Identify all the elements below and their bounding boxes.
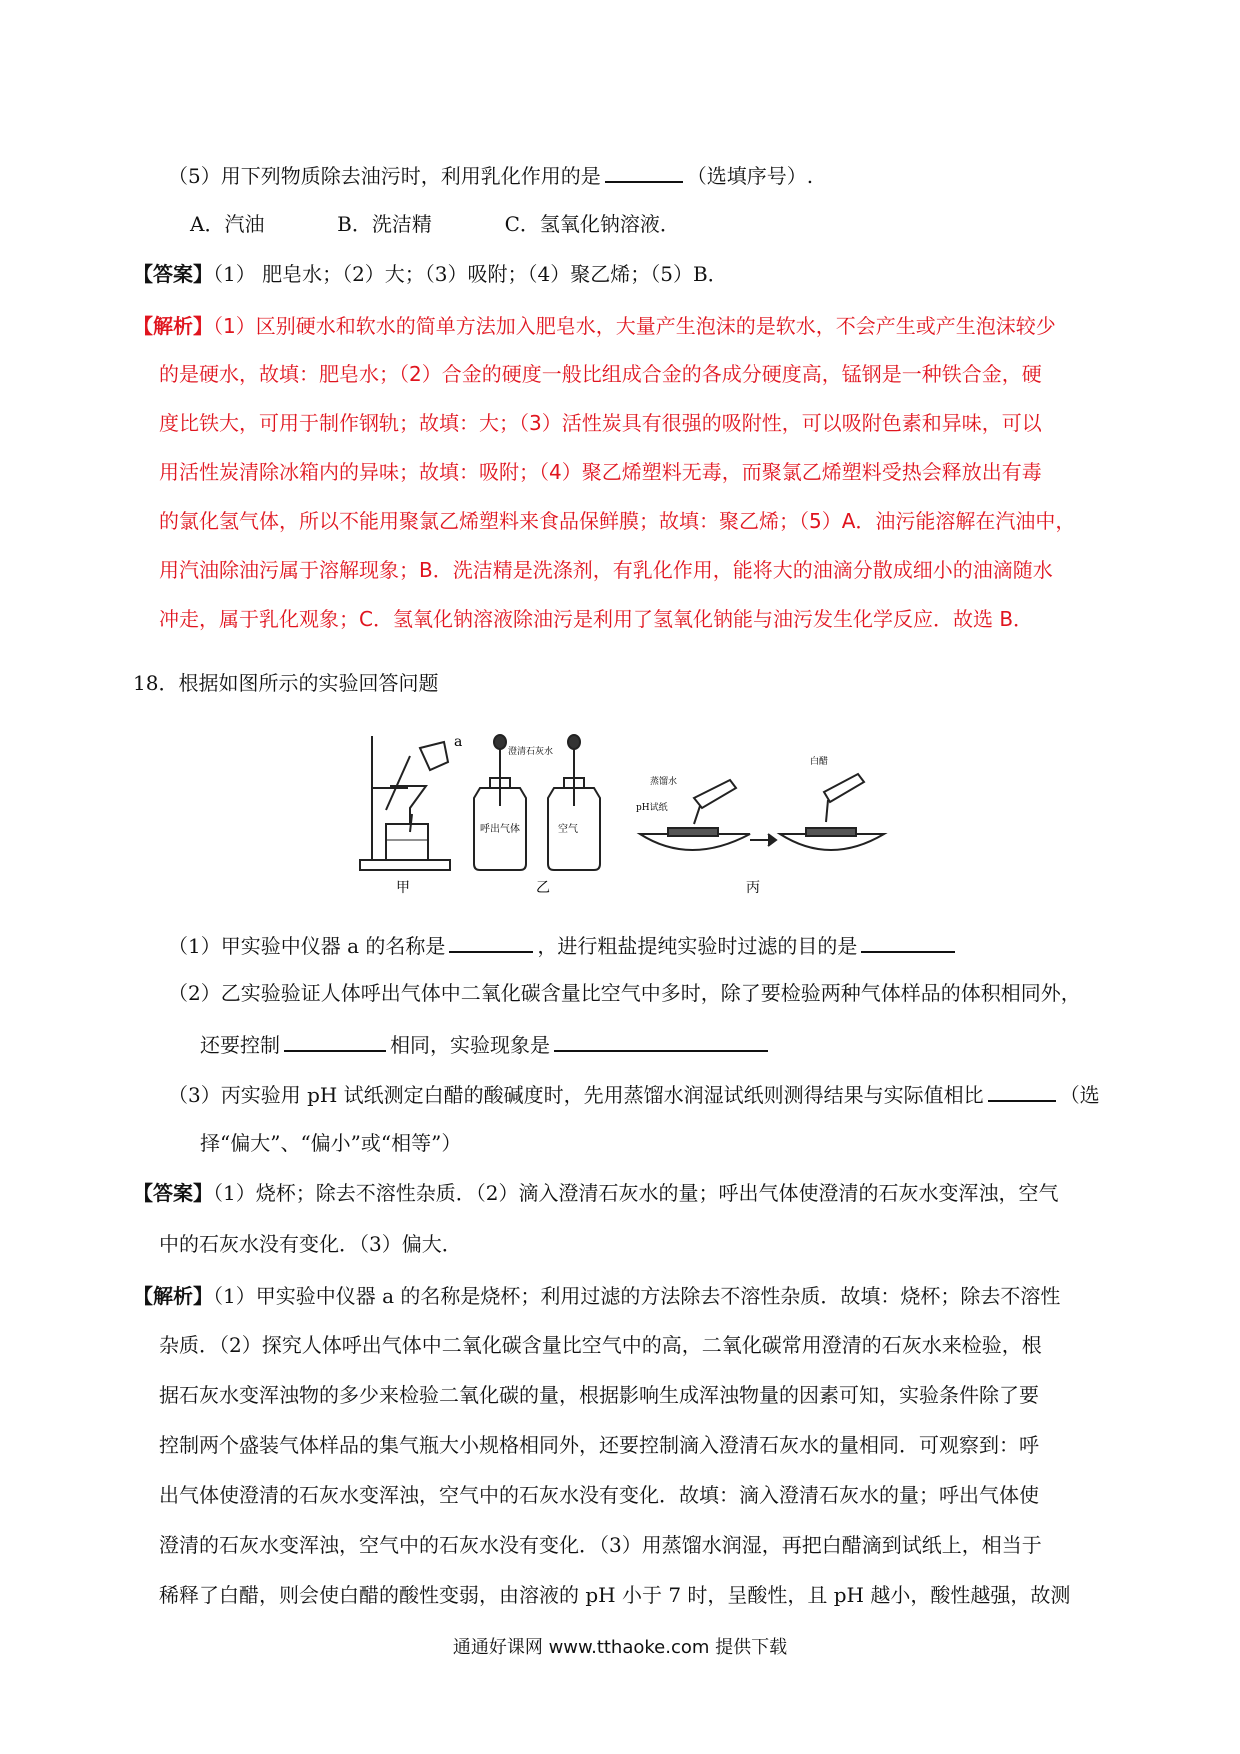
answer-blank[interactable] (284, 1028, 386, 1052)
q17-analysis-line-5: 的氯化氢气体，所以不能用聚氯乙烯塑料来食品保鲜膜；故填：聚乙烯；（5）A．油污能溶解在汽油中， (159, 509, 1076, 533)
answer-blank[interactable] (861, 929, 955, 953)
filtration-apparatus (360, 736, 450, 870)
q17-sub5-prompt (168, 159, 813, 191)
q18-analysis-line-7: 稀释了白醋，则会使白醋的酸性变弱，由溶液的 pH 小于 7 时，呈酸性，且 pH 越小，酸性越强，故测 (159, 1583, 1071, 1607)
q18-sub3-line-1 (168, 1078, 1100, 1110)
q17-analysis-line-4: 用活性炭清除冰箱内的异味；故填：吸附；（4）聚乙烯塑料无毒，而聚氯乙烯塑料受热会释放出有毒 (159, 460, 1042, 484)
q18-answer-line-1 (133, 1178, 1058, 1208)
answer-blank[interactable] (449, 929, 533, 953)
q17-analysis-line-3: 度比铁大，可用于制作钢轨；故填：大；（3）活性炭具有很强的吸附性，可以吸附色素和异味，可以 (159, 411, 1042, 435)
q18-sub2-line-2 (200, 1028, 772, 1060)
analysis-text: （1）甲实验中仪器 a 的名称是烧杯；利用过滤的方法除去不溶性杂质．故填：烧杯；除去不溶性 (213, 1284, 1061, 1308)
q17-sub5-prompt-suffix: （选填序号）. (686, 164, 814, 188)
q17-analysis-line-1 (133, 311, 1056, 341)
option-b: B．洗洁精 (337, 212, 432, 236)
q17-analysis-line-2: 的是硬水，故填：肥皂水；（2）合金的硬度一般比组成合金的各成分硬度高，锰钢是一种铁合金，硬 (159, 362, 1042, 386)
label-a: a (454, 734, 463, 750)
label-air: 空气 (558, 824, 578, 835)
q17-analysis-line-6: 用汽油除油污属于溶解现象；B．洗洁精是洗涤剂，有乳化作用，能将大的油滴分散成细小的油滴随水 (159, 558, 1053, 582)
label-jia: 甲 (396, 880, 410, 896)
q18-analysis-line-2: 杂质．（2）探究人体呼出气体中二氧化碳含量比空气中的高，二氧化碳常用澄清的石灰水来检验，根 (159, 1333, 1042, 1357)
option-c: C．氢氧化钠溶液． (504, 212, 680, 236)
answer-text: （1）烧杯；除去不溶性杂质．（2）滴入澄清石灰水的量；呼出气体使澄清的石灰水变浑浊，空气 (213, 1181, 1059, 1205)
label-vinegar: 白醋 (810, 757, 829, 767)
label-bing: 丙 (746, 880, 760, 896)
q18-analysis-line-1 (133, 1281, 1060, 1311)
q18-sub1-text: （1）甲实验中仪器 a 的名称是 (168, 934, 446, 958)
q18-sub3-suffix: （选 (1059, 1083, 1100, 1107)
q18-analysis-line-4: 控制两个盛装气体样品的集气瓶大小规格相同外，还要控制滴入澄清石灰水的量相同．可观察到：呼 (159, 1433, 1039, 1457)
analysis-tag: 【解析】 (133, 314, 213, 338)
label-yi: 乙 (536, 880, 550, 896)
analysis-text: （1）区别硬水和软水的简单方法加入肥皂水，大量产生泡沫的是软水，不会产生或产生泡沫较少 (213, 314, 1056, 338)
answer-tag: 【答案】 (133, 262, 213, 286)
answer-blank[interactable] (554, 1028, 768, 1052)
q18-sub2-middle: 相同，实验现象是 (390, 1033, 550, 1057)
answer-blank[interactable] (988, 1078, 1056, 1102)
label-distilled-water: 蒸馏水 (650, 777, 678, 787)
q17-analysis-line-7: 冲走，属于乳化观象；C．氢氧化钠溶液除油污是利用了氢氧化钠能与油污发生化学反应．故选 B． (159, 607, 1034, 631)
q18-sub3-line-2: 择“偏大”、“偏小”或“相等”） (200, 1131, 462, 1155)
experiment-figure (350, 728, 890, 900)
q18-title: 18．根据如图所示的实验回答问题 (133, 671, 439, 695)
analysis-tag: 【解析】 (133, 1284, 213, 1308)
q18-analysis-line-6: 澄清的石灰水变浑浊，空气中的石灰水没有变化．（3）用蒸馏水润湿，再把白醋滴到试纸上，相当于 (159, 1533, 1042, 1557)
q17-sub5-prompt-text: （5）用下列物质除去油污时，利用乳化作用的是 (168, 164, 601, 188)
q18-analysis-line-5: 出气体使澄清的石灰水变浑浊，空气中的石灰水没有变化．故填：滴入澄清石灰水的量；呼出气体使 (159, 1483, 1039, 1507)
q18-answer-line-2: 中的石灰水没有变化．（3）偏大． (159, 1232, 462, 1256)
answer-blank[interactable] (605, 159, 683, 183)
label-limewater: 澄清石灰水 (508, 747, 554, 757)
answer-text: （1） 肥皂水；（2）大；（3）吸附；（4）聚乙烯；（5）B． (213, 262, 728, 286)
label-exhaled-gas: 呼出气体 (480, 824, 520, 835)
answer-tag: 【答案】 (133, 1181, 213, 1205)
label-ph-paper: pH试纸 (636, 803, 668, 813)
q17-sub5-options (190, 209, 680, 239)
page-footer: 通通好课网 www.tthaoke.com 提供下载 (452, 1637, 788, 1658)
q18-sub2-text: 还要控制 (200, 1033, 280, 1057)
q18-sub2-line-1: （2）乙实验验证人体呼出气体中二氧化碳含量比空气中多时，除了要检验两种气体样品的体积相同外， (168, 981, 1081, 1005)
q18-analysis-line-3: 据石灰水变浑浊物的多少来检验二氧化碳的量，根据影响生成浑浊物量的因素可知，实验条件除了要 (159, 1383, 1039, 1407)
q17-answer (133, 259, 728, 289)
q18-sub1 (168, 929, 959, 961)
q18-sub1-middle: ，进行粗盐提纯实验时过滤的目的是 (537, 934, 858, 958)
q18-sub3-text: （3）丙实验用 pH 试纸测定白醋的酸碱度时，先用蒸馏水润湿试纸则测得结果与实际值相比 (168, 1083, 984, 1107)
option-a: A．汽油 (190, 212, 265, 236)
